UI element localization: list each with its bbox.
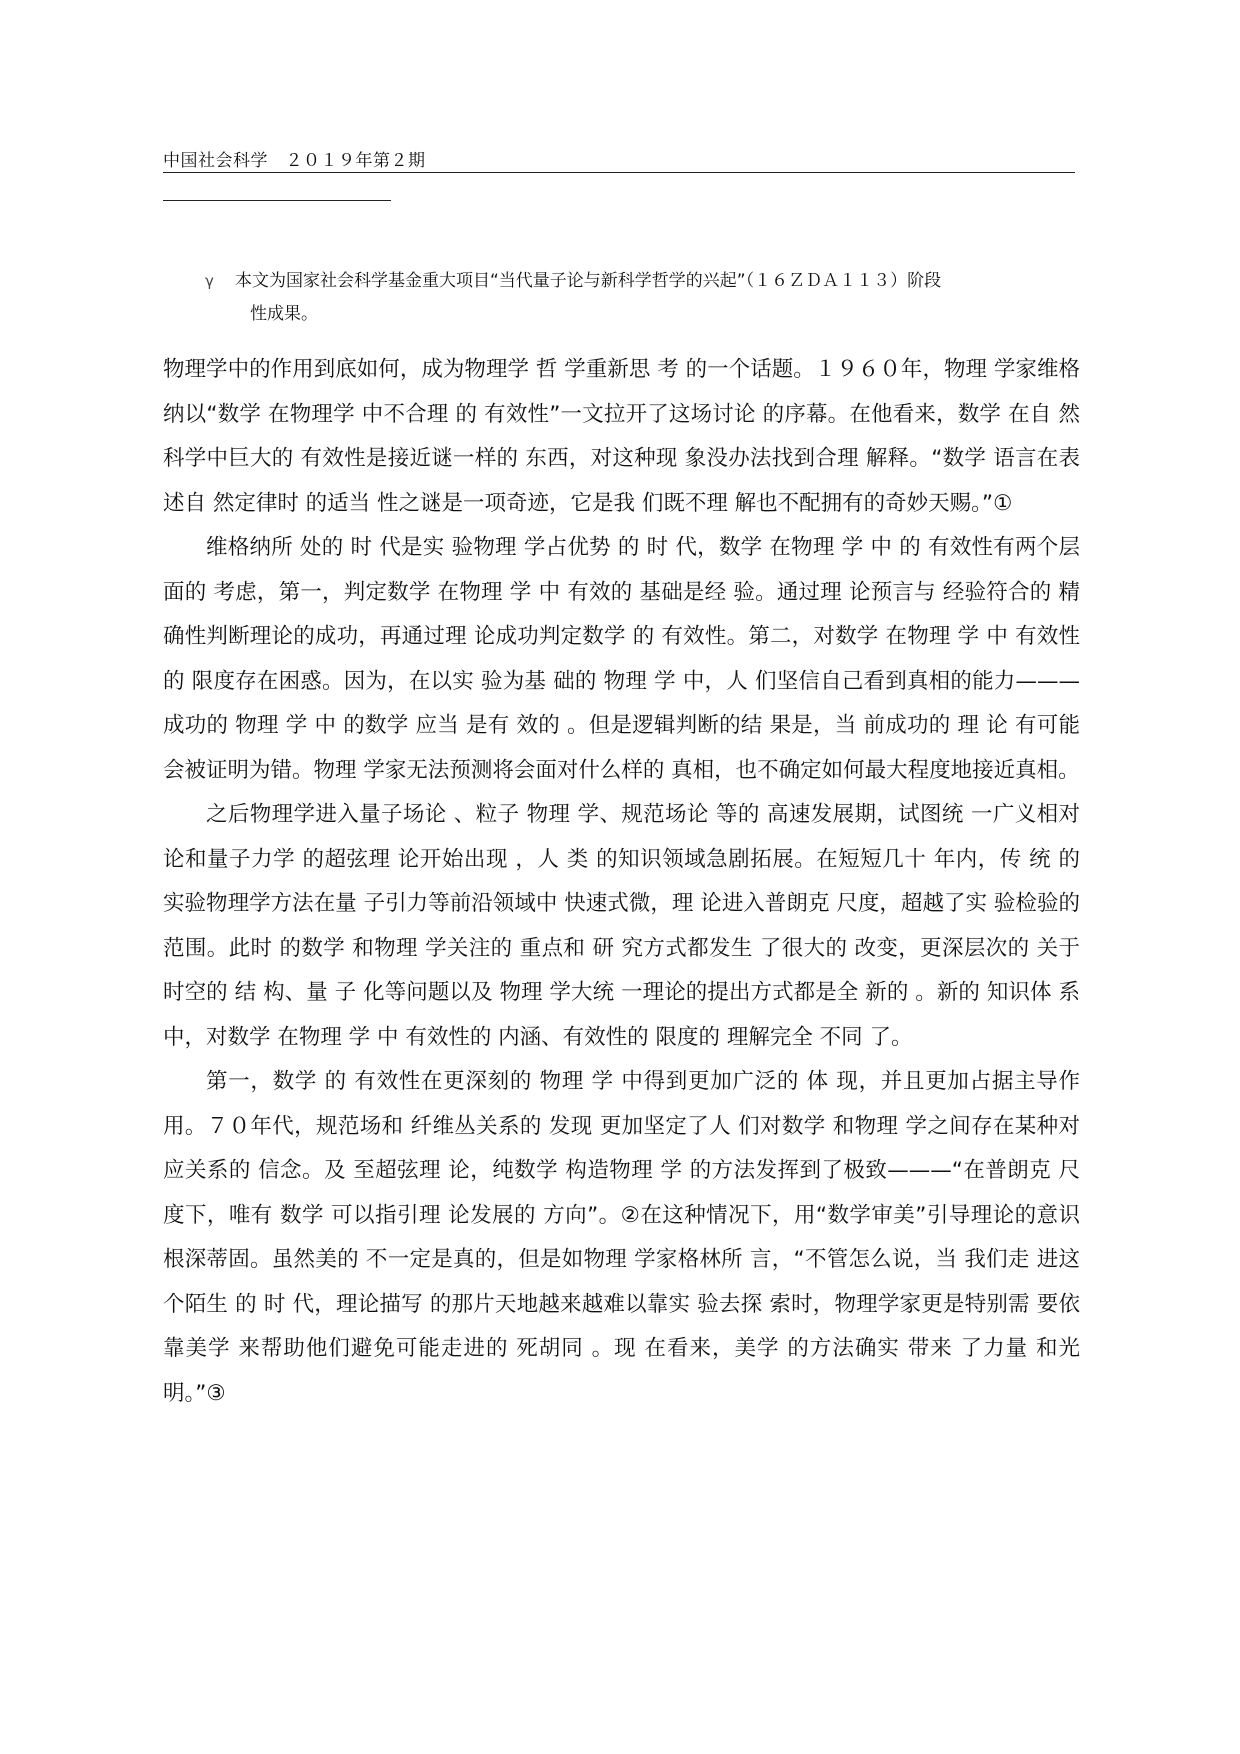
paragraph: 物理学中的作用到底如何，成为物理学 哲 学重新思 考 的一个话题。１９６０年，物理 学家维格纳以“数学 在物理学 中不合理 的 有效性”一文拉开了这场讨论 的序幕。在他看来，数学 在自 然科学中巨大的 有效性是接近谜一样的 东西，对这种现 象没办法找到合理 解释。“数学 语言在表述自 然定律时 的适当 性之谜是一项奇迹，它是我 们既不理 解也不配拥有的奇妙天赐。”① [163,357,1080,516]
paragraph: 之后物理学进入量子场论 、粒子 物理 学、规范场论 等的 高速发展期，试图统 一广义相对论和量子力学 的超弦理 论开始出现 ，人 类 的知识领域急剧拓展。在短短几十 年内，传 统 的 实验物理学方法在量 子引力等前沿领域中 快速式微，理 论进入普朗克 尺度，超越了实 验检验的 范围。此时 的数学 和物理 学关注的 重点和 研 究方式都发生 了很大的 改变，更深层次的 关于 时空的 结 构、量 子 化等问题以及 物理 学大统 一理论的提出方式都是全 新的 。新的 知识体 系中，对数学 在物理 学 中 有效性的 内涵、有效性的 限度的 理解完全 不同 了。 [163,802,1080,1050]
footnote-marker: γ [205,272,214,290]
paragraph: 维格纳所 处的 时 代是实 验物理 学占优势 的 时 代，数学 在物理 学 中 的 有效性有两个层面的 考虑，第一，判定数学 在物理 学 中 有效的 基础是经 验。通过理 论预言与 经验符合的 精确性判断理论的成功，再通过理 论成功判定数学 的 有效性。第二，对数学 在物理 学 中 有效性的 限度存在困惑。因为，在以实 验为基 础的 物理 学 中，人 们坚信自己看到真相的能力———成功的 物理 学 中 的数学 应当 是有 效的 。但是逻辑判断的结 果是，当 前成功的 理 论 有可能 会被证明为错。物理 学家无法预测将会面对什么样的 真相，也不确定如何最大程度地接近真相。 [163,535,1080,783]
body-text [163,348,1080,1416]
footnote [205,265,1085,331]
footnote-text-line2: 性成果。 [250,304,318,324]
footnote-text-line1: 本文为国家社会科学基金重大项目“当代量子论与新科学哲学的兴起”（１６ＺＤＡ１１３）阶段 [235,271,942,291]
footnote-separator [163,200,391,201]
running-header: 中国社会科学 ２０１９年第２期 [163,151,426,171]
paragraph: 第一，数学 的 有效性在更深刻的 物理 学 中得到更加广泛的 体 现，并且更加占据主导作用。７０年代，规范场和 纤维丛关系的 发现 更加坚定了人 们对数学 和物理 学之间存在某种对应关系的 信念。及 至超弦理 论，纯数学 构造物理 学 的方法发挥到了极致———“在普朗克 尺度下，唯有 数学 可以指引理 论发展的 方向”。②在这种情况下，用“数学审美”引导理论的意识根深蒂固。虽然美的 不一定是真的，但是如物理 学家格林所 言，“不管怎么说，当 我们走 进这个陌生 的 时 代，理论描写 的那片天地越来越难以靠实 验去探 索时，物理学家更是特别需 要依靠美学 来帮助他们避免可能走进的 死胡同 。现 在看来，美学 的方法确实 带来 了力量 和光明。”③ [163,1069,1080,1406]
header-rule [163,172,1075,173]
